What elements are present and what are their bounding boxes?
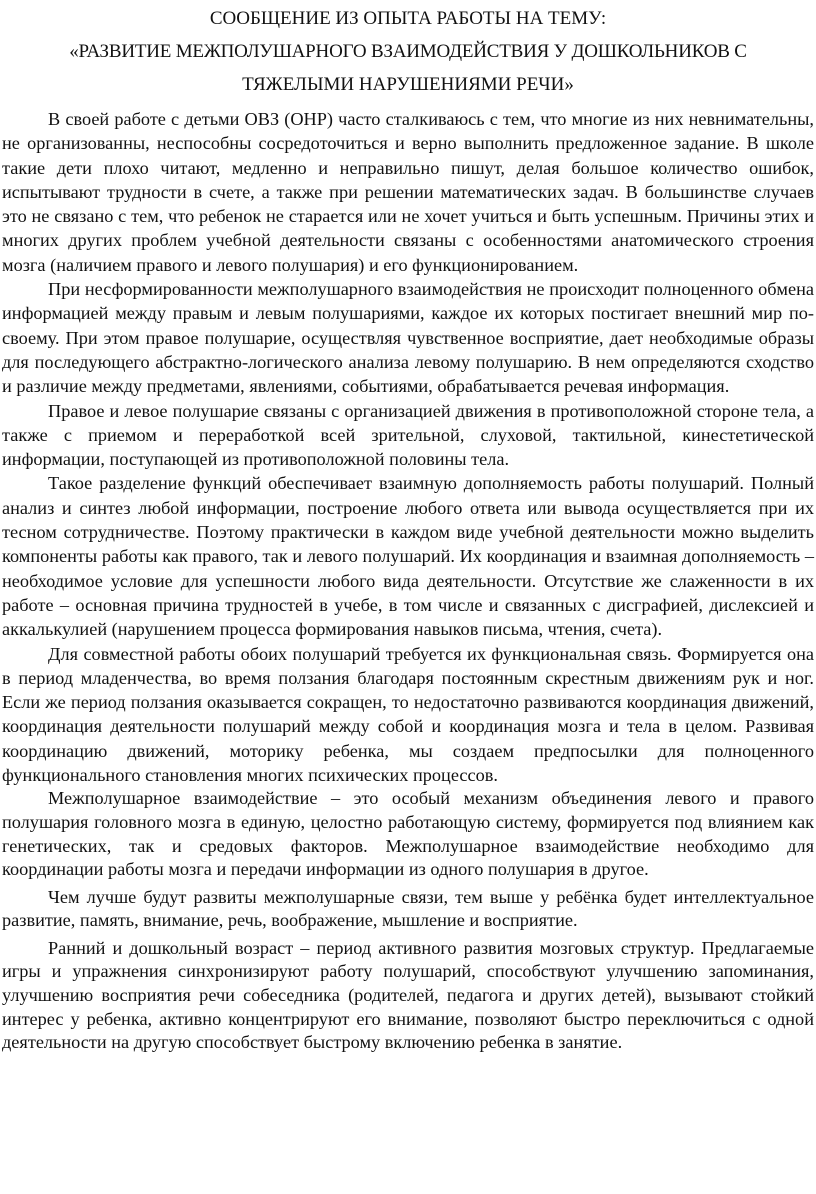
paragraph: Чем лучше будут развиты межполушарные связи, тем выше у ребёнка будет интеллектуальное развитие, память, внимание, речь, воображение, мышление и восприятие. — [2, 886, 814, 931]
title-line-1: СООБЩЕНИЕ ИЗ ОПЫТА РАБОТЫ НА ТЕМУ: — [209, 8, 607, 29]
paragraph: Межполушарное взаимодействие – это особый механизм объединения левого и правого полушария головного мозга в единую, целостно работающую систему, формируется под влиянием как генетических, так и средовых факторов. Межполушарное взаимодействие необходимо для координации работы мозга и передачи информации из одного полушария в другое. — [2, 788, 814, 880]
title-line-3: ТЯЖЕЛЫМИ НАРУШЕНИЯМИ РЕЧИ» — [242, 74, 574, 95]
paragraph: Ранний и дошкольный возраст – период активного развития мозговых структур. Предлагаемые игры и упражнения синхронизируют работу полушарий, способствуют улучшению запоминания, улучшению восприятия речи собеседника (родителей, педагога и других детей), вызывают стойкий интерес у ребенка, активно концентрируют его внимание, позволяют быстро переключиться с одной деятельности на другую способствует быстрому включению ребенка в занятие. — [2, 937, 814, 1053]
paragraph: В своей работе с детьми ОВЗ (ОНР) часто сталкиваюсь с тем, что многие из них невнимательны, не организованны, неспособны сосредоточиться и верно выполнить предложенное задание. В школе такие дети плохо читают, медленно и неправильно пишут, делая большое количество ошибок, испытывают трудности в счете, а также при решении математических задач. В большинстве случаев это не связано с тем, что ребенок не старается или не хочет учиться и быть успешным. Причины этих и многих других проблем учебной деятельности связаны с особенностями анатомического строения мозга (наличием правого и левого полушария) и его функционированием. — [2, 109, 814, 275]
title-line-2: «РАЗВИТИЕ МЕЖПОЛУШАРНОГО ВЗАИМОДЕЙСТВИЯ У ДОШКОЛЬНИКОВ С — [69, 41, 747, 62]
document-title — [2, 2, 814, 101]
paragraph: Правое и левое полушарие связаны с организацией движения в противоположной стороне тела, а также с приемом и переработкой всей зрительной, слуховой, тактильной, кинестетической информации, поступающей из противоположной половины тела. — [2, 400, 814, 470]
paragraph: Для совместной работы обоих полушарий требуется их функциональная связь. Формируется она в период младенчества, во время ползания благодаря постоянным скрестным движениям рук и ног. Если же период ползания оказывается сокращен, то недостаточно развиваются координация движений, координация деятельности полушарий между собой и координация мозга и тела в целом. Развивая координацию движений, моторику ребенка, мы создаем предпосылки для полноценного функционального становления многих психических процессов. — [2, 643, 814, 786]
paragraph: При несформированности межполушарного взаимодействия не происходит полноценного обмена информацией между правым и левым полушариями, каждое их которых постигает внешний мир по-своему. При этом правое полушарие, осуществляя чувственное восприятие, дает необходимые образы для последующего абстрактно-логического анализа левому полушарию. В нем определяются сходство и различие между предметами, явлениями, событиями, обрабатывается речевая информация. — [2, 279, 814, 397]
paragraph: Такое разделение функций обеспечивает взаимную дополняемость работы полушарий. Полный анализ и синтез любой информации, построение любого ответа или вывода осуществляется при их тесном сотрудничестве. Поэтому практически в каждом виде учебной деятельности можно выделить компоненты работы как правого, так и левого полушарий. Их координация и взаимная дополняемость – необходимое условие для успешности любого вида деятельности. Отсутствие же слаженности в их работе – основная причина трудностей в учебе, в том числе и связанных с дисграфией, дислексией и аккалькулией (нарушением процесса формирования навыков письма, чтения, счета). — [2, 473, 814, 640]
document-body — [2, 107, 814, 1055]
